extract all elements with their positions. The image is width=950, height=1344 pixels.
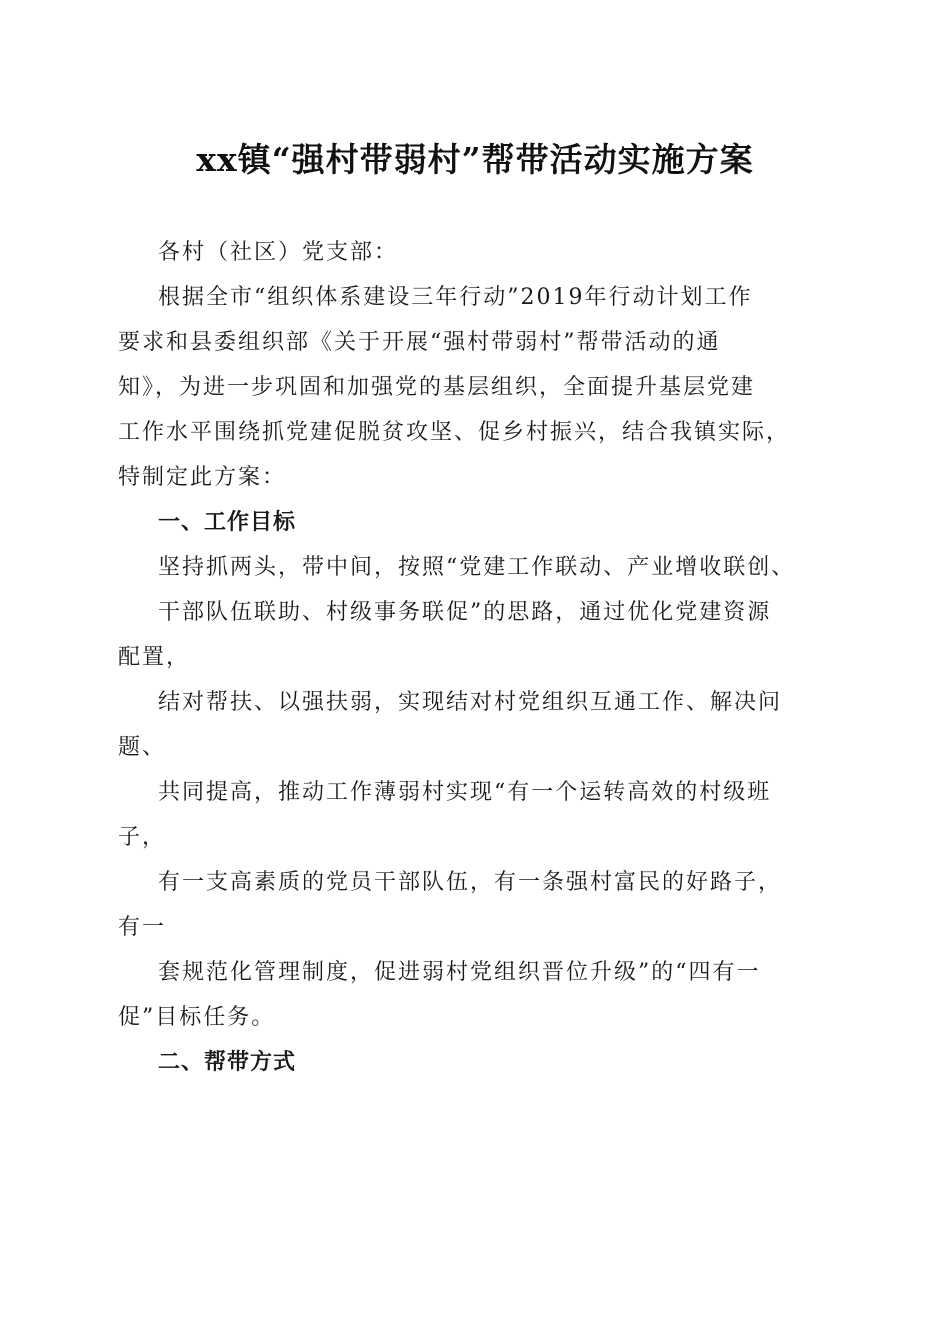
intro-line: 知》，为进一步巩固和加强党的基层组织，全面提升基层党建 — [118, 375, 756, 400]
section1-line: 配置， — [118, 645, 191, 670]
section-heading-goals: 一、工作目标 — [158, 510, 297, 535]
section1-line: 套规范化管理制度，促进弱村党组织晋位升级”的“四有一 — [158, 960, 761, 985]
intro-line: 要求和县委组织部《关于开展“强村带弱村”帮带活动的通 — [118, 330, 721, 355]
section1-line: 题、 — [118, 735, 167, 760]
section1-line: 共同提高，推动工作薄弱村实现“有一个运转高效的村级班 — [158, 780, 772, 805]
section1-line: 子， — [118, 825, 167, 850]
section1-line: 有一 — [118, 915, 167, 940]
document-title: xx镇“强村带弱村”帮带活动实施方案 — [196, 140, 754, 179]
intro-line: 根据全市“组织体系建设三年行动”2019年行动计划工作 — [158, 285, 753, 310]
section-heading-methods: 二、帮带方式 — [158, 1050, 297, 1075]
section1-line: 干部队伍联助、村级事务联促”的思路，通过优化党建资源 — [158, 600, 772, 625]
intro-line: 特制定此方案： — [118, 465, 287, 490]
section1-line: 促”目标任务。 — [118, 1005, 276, 1030]
section1-line: 坚持抓两头，带中间，按照“党建工作联动、产业增收联创、 — [158, 555, 796, 580]
section1-line: 结对帮扶、以强扶弱，实现结对村党组织互通工作、解决问 — [158, 690, 783, 715]
document-body — [118, 230, 838, 1085]
salutation: 各村（社区）党支部： — [158, 240, 399, 265]
section1-line: 有一支高素质的党员干部队伍，有一条强村富民的好路子， — [158, 870, 783, 895]
intro-line: 工作水平围绕抓党建促脱贫攻坚、促乡村振兴，结合我镇实际， — [118, 420, 791, 445]
